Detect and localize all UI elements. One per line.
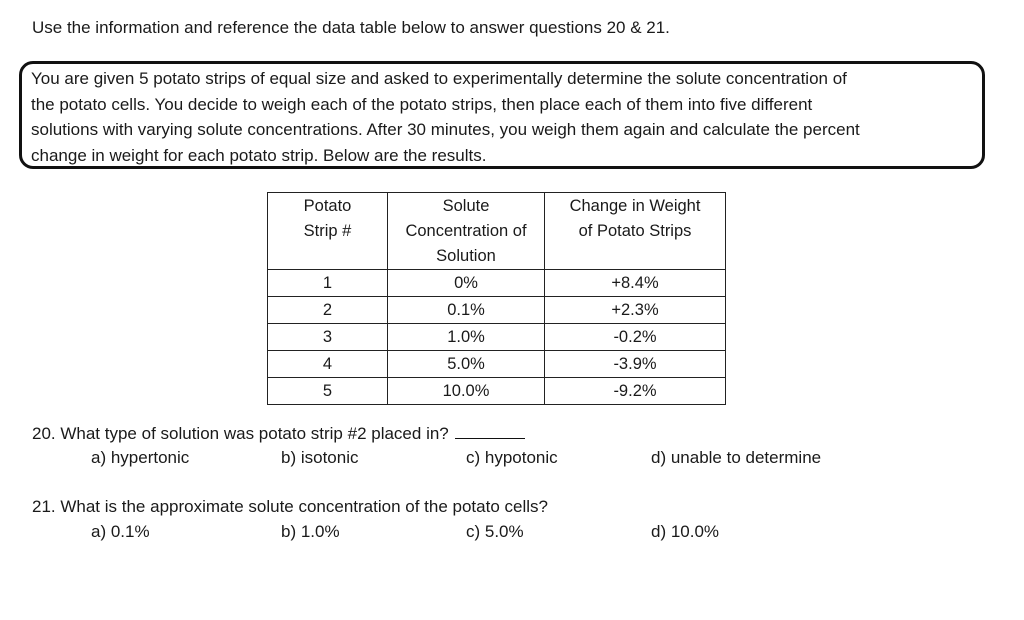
- q20-choice-b[interactable]: b) isotonic: [281, 448, 359, 467]
- q21-choice-c[interactable]: c) 5.0%: [466, 522, 524, 541]
- header-potato-strip: [268, 193, 388, 270]
- q20-choice-d[interactable]: d) unable to determine: [651, 448, 822, 467]
- q21-choice-d[interactable]: d) 10.0%: [651, 522, 720, 541]
- table-row: [268, 324, 726, 351]
- concentration-cell: 1.0%: [388, 324, 545, 351]
- q20-choice-a[interactable]: a) hypertonic: [91, 448, 190, 467]
- instructions-text: Use the information and reference the data table below to answer questions 20 & 21.: [32, 18, 670, 37]
- table-row: [268, 297, 726, 324]
- header-change-in-weight: [545, 193, 726, 270]
- table-header-row: [268, 193, 726, 270]
- question-21: [32, 496, 548, 518]
- weight-change-cell: -9.2%: [545, 378, 726, 405]
- scenario-line: the potato cells. You decide to weigh each of the potato strips, then place each of them into five different: [31, 94, 813, 114]
- question-20-text: 20. What type of solution was potato strip #2 placed in?: [32, 424, 449, 443]
- scenario-line: change in weight for each potato strip. Below are the results.: [31, 145, 487, 165]
- strip-number-cell: 3: [268, 324, 388, 351]
- scenario-text: [31, 66, 966, 168]
- q20-choice-c[interactable]: c) hypotonic: [466, 448, 558, 467]
- table-row: [268, 351, 726, 378]
- question-21-text: 21. What is the approximate solute concentration of the potato cells?: [32, 497, 548, 516]
- header-line: Solute: [442, 197, 490, 215]
- header-line: Concentration of: [405, 222, 527, 240]
- concentration-cell: 5.0%: [388, 351, 545, 378]
- header-line: of Potato Strips: [578, 222, 692, 240]
- concentration-cell: 0.1%: [388, 297, 545, 324]
- header-line: Strip #: [303, 222, 352, 240]
- strip-number-cell: 2: [268, 297, 388, 324]
- header-solute-concentration: [388, 193, 545, 270]
- table-row: [268, 378, 726, 405]
- scenario-line: You are given 5 potato strips of equal size and asked to experimentally determine the solute concentration of: [31, 69, 847, 88]
- strip-number-cell: 5: [268, 378, 388, 405]
- header-line: Solution: [436, 247, 496, 265]
- q21-choice-a[interactable]: a) 0.1%: [91, 522, 150, 541]
- weight-change-cell: -0.2%: [545, 324, 726, 351]
- header-line: Change in Weight: [569, 197, 701, 215]
- scenario-line: solutions with varying solute concentrations. After 30 minutes, you weigh them again and calculate the percent: [31, 120, 860, 139]
- strip-number-cell: 4: [268, 351, 388, 378]
- weight-change-cell: +8.4%: [545, 270, 726, 297]
- question-20: [32, 422, 525, 445]
- weight-change-cell: +2.3%: [545, 297, 726, 324]
- strip-number-cell: 1: [268, 270, 388, 297]
- concentration-cell: 10.0%: [388, 378, 545, 405]
- table-row: [268, 270, 726, 297]
- header-line: Potato: [303, 197, 352, 215]
- concentration-cell: 0%: [388, 270, 545, 297]
- answer-blank[interactable]: [455, 422, 525, 439]
- q21-choice-b[interactable]: b) 1.0%: [281, 522, 340, 541]
- weight-change-cell: -3.9%: [545, 351, 726, 378]
- results-table: [267, 192, 726, 405]
